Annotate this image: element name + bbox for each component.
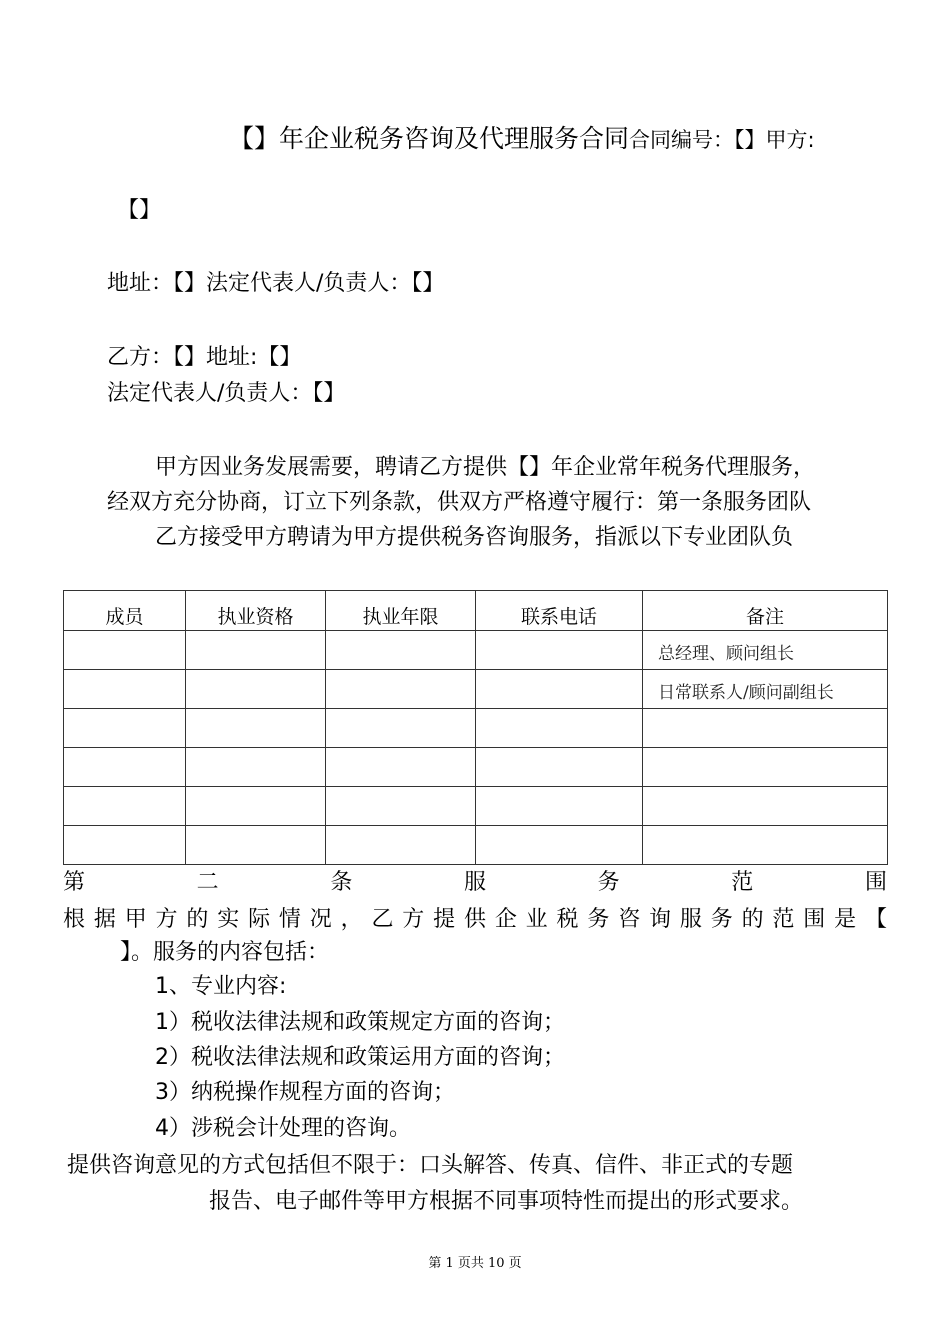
scope-char: 业: [525, 907, 548, 932]
scope-char: 务: [710, 907, 733, 932]
table-cell: [326, 709, 476, 748]
table-cell: [643, 670, 888, 709]
contract-number-label: 合同编号：【】甲方:: [629, 128, 815, 152]
scope-continuation: 】。服务的内容包括：: [120, 940, 330, 965]
table-row: [64, 748, 888, 787]
table-cell: [186, 631, 326, 670]
scope-char: 情: [278, 907, 301, 932]
intro-line-3: 乙方接受甲方聘请为甲方提供税务咨询服务，指派以下专业团队负: [155, 525, 794, 550]
scope-char: 服: [679, 907, 702, 932]
contract-title: 【】年企业税务咨询及代理服务合同: [229, 124, 630, 153]
table-cell: [476, 709, 643, 748]
table-cell: [643, 709, 888, 748]
scope-char: 是: [834, 907, 857, 932]
party-a-name: 【】: [117, 198, 162, 223]
heading-char: 第: [63, 870, 86, 895]
article-2-heading: [63, 865, 887, 896]
table-cell: [64, 787, 186, 826]
scope-char: 务: [587, 907, 610, 932]
table-cell: [64, 709, 186, 748]
scope-char: 根: [63, 907, 86, 932]
heading-char: 范: [731, 870, 754, 895]
party-b-line: 乙方：【】地址:【】: [107, 345, 302, 370]
scope-char: 企: [494, 907, 517, 932]
table-cell: [643, 787, 888, 826]
table-row: [64, 826, 888, 865]
party-a-address: 地址：【】法定代表人/负责人：【】: [107, 271, 445, 296]
service-item-2: 2）税收法律法规和政策运用方面的咨询；: [155, 1045, 565, 1070]
method-line-2: 报告、电子邮件等甲方根据不同事项特性而提出的形式要求。: [209, 1189, 804, 1214]
scope-char: 方: [402, 907, 425, 932]
table-cell: [326, 631, 476, 670]
table-cell: [64, 631, 186, 670]
method-line-1: 提供咨询意见的方式包括但不限于：口头解答、传真、信件、非正式的专题: [67, 1153, 794, 1178]
table-cell: [476, 631, 643, 670]
heading-char: 围: [864, 870, 887, 895]
intro-line-1: 甲方因业务发展需要，聘请乙方提供【】年企业常年税务代理服务，: [155, 455, 816, 480]
scope-char: 实: [217, 907, 240, 932]
table-cell: [186, 748, 326, 787]
heading-char: 服: [463, 870, 486, 895]
table-cell: [643, 631, 888, 670]
table-row: [64, 670, 888, 709]
table-cell: [186, 709, 326, 748]
document-title: [229, 119, 815, 155]
table-cell: [476, 787, 643, 826]
table-row: [64, 709, 888, 748]
scope-line: [63, 902, 887, 933]
table-cell: [476, 748, 643, 787]
header-member: 成员: [64, 591, 186, 631]
scope-char: 【: [864, 907, 887, 932]
table-cell: [326, 787, 476, 826]
table-cell: [64, 748, 186, 787]
table-cell: [64, 826, 186, 865]
header-qualification: 执业资格: [186, 591, 326, 631]
table-row: [64, 787, 888, 826]
scope-char: 提: [433, 907, 456, 932]
table-cell: [186, 670, 326, 709]
table-cell: [643, 748, 888, 787]
table-cell: [186, 787, 326, 826]
page-number: 第 1 页共 10 页: [428, 1256, 522, 1271]
header-remarks: 备注: [643, 591, 888, 631]
scope-char: 咨: [618, 907, 641, 932]
scope-char: 的: [741, 907, 764, 932]
table-cell: [326, 748, 476, 787]
table-cell: [476, 670, 643, 709]
remark-text: 日常联系人/顾问副组长: [658, 683, 834, 703]
intro-line-2: 经双方充分协商，订立下列条款，供双方严格遵守履行：第一条服务团队: [107, 490, 812, 515]
table-cell: [186, 826, 326, 865]
scope-char: 范: [772, 907, 795, 932]
scope-char: ，: [340, 907, 363, 932]
heading-char: 二: [196, 870, 219, 895]
scope-char: 际: [248, 907, 271, 932]
scope-char: 甲: [124, 907, 147, 932]
table-row: [64, 631, 888, 670]
table-cell: [476, 826, 643, 865]
service-item-heading: 1、专业内容:: [155, 974, 287, 999]
header-years: 执业年限: [326, 591, 476, 631]
scope-char: 况: [309, 907, 332, 932]
table-cell: [64, 670, 186, 709]
scope-char: 询: [649, 907, 672, 932]
scope-char: 的: [186, 907, 209, 932]
team-table: [63, 590, 888, 865]
party-b-representative: 法定代表人/负责人：【】: [107, 381, 346, 406]
service-item-3: 3）纳税操作规程方面的咨询；: [155, 1080, 455, 1105]
scope-char: 方: [155, 907, 178, 932]
service-item-4: 4）涉税会计处理的咨询。: [155, 1116, 411, 1141]
scope-char: 乙: [371, 907, 394, 932]
heading-char: 条: [330, 870, 353, 895]
scope-char: 据: [93, 907, 116, 932]
service-item-1: 1）税收法律法规和政策规定方面的咨询；: [155, 1010, 565, 1035]
scope-char: 供: [463, 907, 486, 932]
table-cell: [326, 670, 476, 709]
scope-char: 税: [556, 907, 579, 932]
heading-char: 务: [597, 870, 620, 895]
table-cell: [326, 826, 476, 865]
table-header-row: [64, 591, 888, 631]
header-phone: 联系电话: [476, 591, 643, 631]
table-cell: [643, 826, 888, 865]
remark-text: 总经理、顾问组长: [658, 644, 794, 664]
scope-char: 围: [803, 907, 826, 932]
